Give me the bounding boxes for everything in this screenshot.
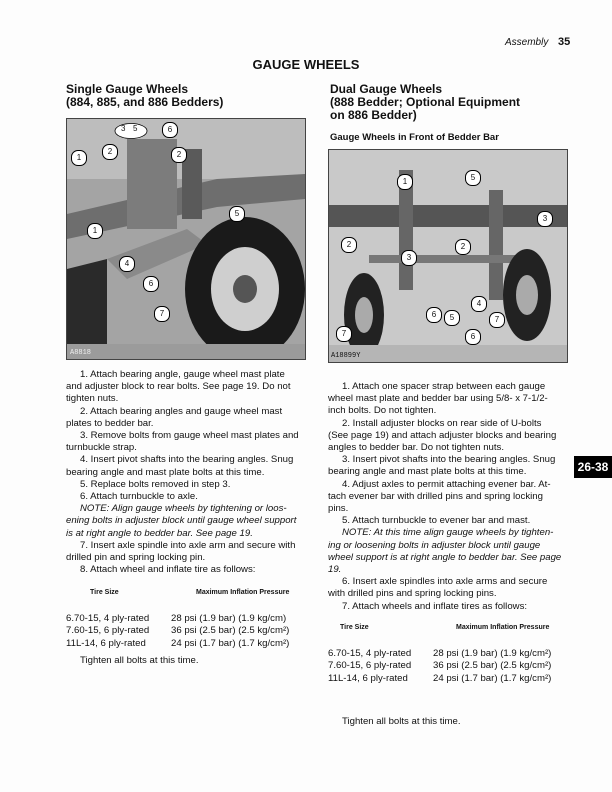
left-note-line: ening bolts in adjuster block until gauge wheel support: [66, 515, 297, 527]
left-step-line: 3. Remove bolts from gauge wheel mast plates and: [80, 430, 299, 442]
right-step-line: tach evener bar with drilled pins and spring locking: [328, 490, 543, 502]
right-heading-line3: on 886 Bedder): [330, 108, 417, 122]
left-step-line: bearing angle and mast plate bolts at this time.: [66, 466, 265, 478]
left-instructions: [66, 369, 306, 576]
left-step-line: 1. Attach bearing angle, gauge wheel mast plate: [80, 369, 285, 380]
table-row: [328, 660, 568, 672]
pressure-cell: 24 psi (1.7 bar) (1.7 kg/cm²): [433, 672, 552, 684]
tire-size-cell: 11L-14, 6 ply-rated: [66, 637, 146, 649]
callout-2: 2: [102, 144, 118, 160]
table-row: [66, 638, 306, 650]
left-step-line: tighten nuts.: [66, 393, 119, 405]
pressure-cell: 28 psi (1.9 bar) (1.9 kg/cm): [171, 613, 287, 625]
callout-6b: 6: [465, 329, 481, 345]
table-header-pressure: Maximum Inflation Pressure: [196, 589, 290, 596]
callout-2: 2: [341, 237, 357, 253]
callout-2b: 2: [171, 147, 187, 163]
right-instructions: [328, 381, 568, 613]
callout-1b: 1: [87, 223, 103, 239]
left-tire-table: [66, 587, 306, 650]
right-step-line: 1. Attach one spacer strap between each gauge: [342, 381, 546, 392]
left-step-line: and adjuster block to rear bolts. See page 19. Do not: [66, 381, 291, 393]
left-heading-line2: (884, 885, and 886 Bedders): [66, 95, 224, 109]
right-step-line: 5. Attach turnbuckle to evener bar and mast.: [342, 515, 531, 527]
left-note-line: NOTE: Align gauge wheels by tightening or loos-: [80, 503, 287, 515]
right-note-line: ing or loosening bolts in adjuster block until gauge: [328, 539, 541, 551]
callout-6: 6: [426, 307, 442, 323]
right-step-line: 3. Insert pivot shafts into the bearing angles. Snug: [342, 454, 556, 466]
callout-6b: 6: [143, 276, 159, 292]
right-step-line: 2. Install adjuster blocks on rear side of U-bolts: [342, 417, 542, 429]
right-step-line: (See page 19) and attach adjuster blocks and bearing: [328, 429, 557, 441]
table-row: [66, 625, 306, 637]
callout-1: 1: [71, 150, 87, 166]
right-step-line: angles to bedder bar. Do not tighten nuts.: [328, 442, 505, 454]
tire-size-cell: 11L-14, 6 ply-rated: [328, 672, 408, 684]
right-note-line: NOTE: At this time align gauge wheels by tighten-: [342, 527, 554, 539]
left-step-line: 7. Insert axle spindle into axle arm and secure with: [80, 539, 296, 551]
pressure-cell: 24 psi (1.7 bar) (1.7 kg/cm²): [171, 637, 290, 649]
tire-size-cell: 6.70-15, 4 ply-rated: [66, 613, 150, 625]
left-heading: [66, 83, 223, 109]
table-header-row: [66, 587, 306, 599]
callout-4: 4: [119, 256, 135, 272]
tire-size-cell: 7.60-15, 6 ply-rated: [328, 660, 412, 672]
table-row: [66, 613, 306, 625]
left-step-line: turnbuckle strap.: [66, 442, 137, 454]
left-photo-id: A8818: [70, 349, 92, 357]
callout-5b: 5: [444, 310, 460, 326]
table-header-tire-size: Tire Size: [90, 589, 119, 596]
left-step-line: 8. Attach wheel and inflate tire as follows:: [80, 564, 256, 576]
callout-3: 3: [537, 211, 553, 227]
right-subheading: Gauge Wheels in Front of Bedder Bar: [330, 132, 499, 143]
left-step-line: 4. Insert pivot shafts into the bearing angles. Snug: [80, 454, 294, 466]
right-heading: [330, 83, 520, 122]
tire-size-cell: 7.60-15, 6 ply-rated: [66, 625, 150, 637]
callout-3: 3: [121, 124, 126, 133]
callout-7: 7: [489, 312, 505, 328]
right-step-line: bearing angle and mast plate bolts at this time.: [328, 466, 527, 478]
dual-gauge-wheel-illustration: [329, 150, 567, 362]
left-step-line: 6. Attach turnbuckle to axle.: [80, 491, 198, 503]
right-closing: Tighten all bolts at this time.: [342, 716, 461, 727]
single-gauge-wheel-photo: [66, 118, 306, 360]
left-heading-line1: Single Gauge Wheels: [66, 82, 189, 96]
table-header-tire-size: Tire Size: [340, 624, 369, 631]
callout-7: 7: [154, 306, 170, 322]
right-step-line: 7. Attach wheels and inflate tires as follows:: [342, 600, 528, 612]
left-closing: Tighten all bolts at this time.: [80, 655, 199, 666]
pressure-cell: 36 psi (2.5 bar) (2.5 kg/cm²): [433, 660, 552, 672]
left-step-line: drilled pin and spring locking pin.: [66, 552, 206, 564]
right-heading-line1: Dual Gauge Wheels: [330, 82, 443, 96]
callout-5: 5: [133, 124, 138, 133]
right-step-line: pins.: [328, 503, 349, 515]
table-row: [328, 648, 568, 660]
callout-5b: 5: [229, 206, 245, 222]
page-number: 35: [558, 36, 571, 48]
callout-3b: 3: [401, 250, 417, 266]
callout-4: 4: [471, 296, 487, 312]
callout-6: 6: [162, 122, 178, 138]
table-header-row: [328, 622, 568, 634]
right-step-line: wheel mast plate and bedder bar using 5/8- x 7-1/2-: [328, 393, 548, 405]
right-step-line: 6. Insert axle spindles into axle arms and secure: [342, 576, 548, 588]
left-step-line: plates to bedder bar.: [66, 417, 154, 429]
right-photo-id: A18899Y: [331, 352, 361, 360]
table-header-pressure: Maximum Inflation Pressure: [456, 624, 550, 631]
right-tire-table: [328, 622, 568, 685]
right-note-line: 19.: [328, 564, 342, 576]
right-step-line: 4. Adjust axles to permit attaching evener bar. At-: [342, 478, 551, 490]
left-note-line: is at right angle to bedder bar. See page 19.: [66, 527, 253, 539]
right-step-line: with drilled pins and spring locking pins.: [328, 588, 497, 600]
table-row: [328, 673, 568, 685]
page-title: GAUGE WHEELS: [252, 57, 360, 72]
pressure-cell: 28 psi (1.9 bar) (1.9 kg/cm²): [433, 648, 552, 660]
callout-1: 1: [397, 174, 413, 190]
left-step-line: 5. Replace bolts removed in step 3.: [80, 478, 231, 490]
tire-size-cell: 6.70-15, 4 ply-rated: [328, 648, 412, 660]
callout-5: 5: [465, 170, 481, 186]
pressure-cell: 36 psi (2.5 bar) (2.5 kg/cm²): [171, 625, 290, 637]
right-step-line: inch bolts. Do not tighten.: [328, 405, 437, 417]
section-header: Assembly: [505, 37, 549, 48]
callout-2b: 2: [455, 239, 471, 255]
right-note-line: wheel support is at right angle to bedder bar. See page: [328, 551, 562, 563]
callout-7b: 7: [336, 326, 352, 342]
callout-label: [113, 122, 149, 140]
left-step-line: 2. Attach bearing angles and gauge wheel mast: [80, 405, 283, 417]
dual-gauge-wheel-photo: [328, 149, 568, 363]
section-tab: 26-38: [574, 456, 612, 478]
right-heading-line2: (888 Bedder; Optional Equipment: [330, 95, 521, 109]
